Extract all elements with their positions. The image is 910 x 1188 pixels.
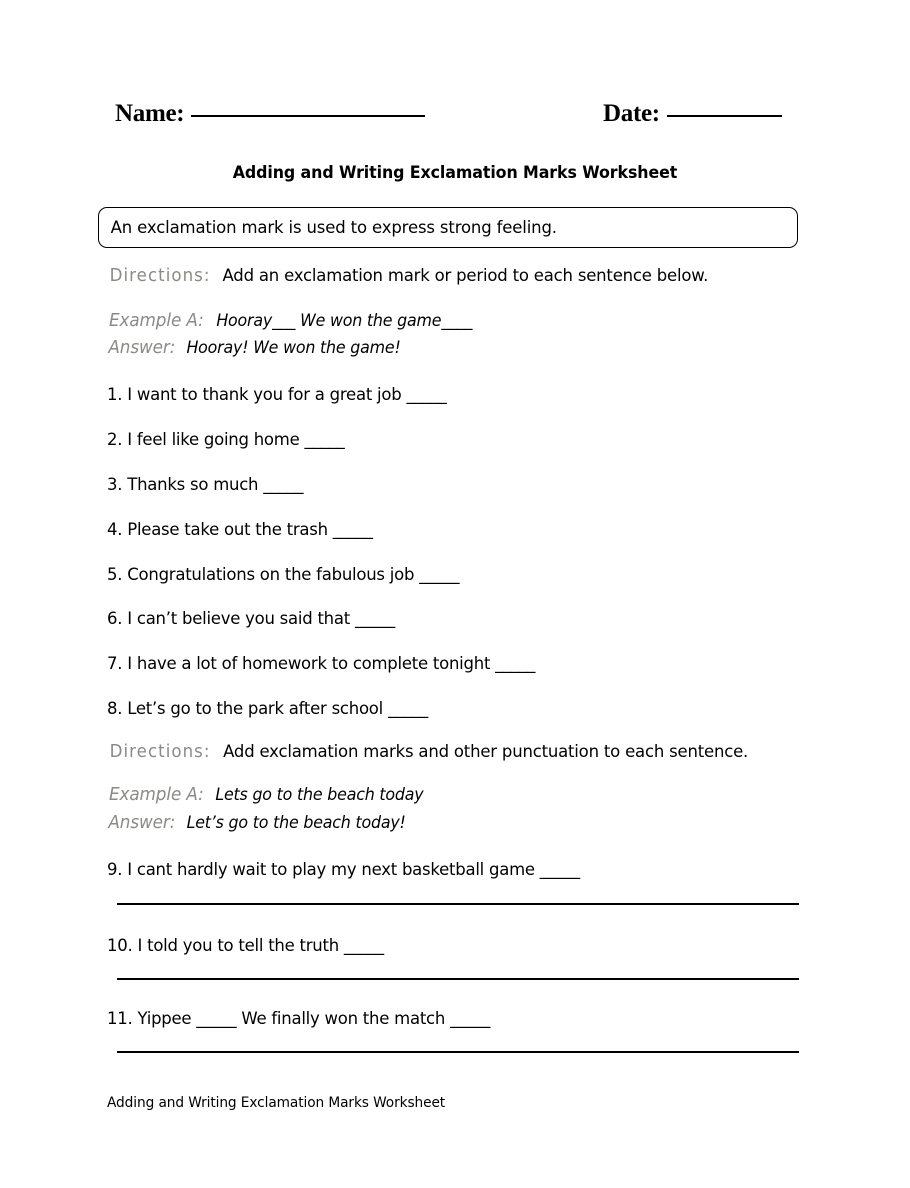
- example-text-1: Hooray___ We won the game____: [216, 311, 472, 330]
- answer-text-1: Hooray! We won the game!: [186, 338, 401, 357]
- page-title: Adding and Writing Exclamation Marks Worksheet: [232, 163, 678, 182]
- question-item[interactable]: 1. I want to thank you for a great job _____: [107, 385, 447, 405]
- name-field-block: [115, 100, 425, 128]
- question-item[interactable]: 6. I can’t believe you said that _____: [107, 609, 395, 629]
- example-row-1: [107, 311, 477, 331]
- question-item[interactable]: 4. Please take out the trash _____: [107, 520, 373, 540]
- footer-text: Adding and Writing Exclamation Marks Worksheet: [107, 1095, 446, 1111]
- question-item[interactable]: 8. Let’s go to the park after school _____: [107, 699, 429, 719]
- answer-label-1: Answer:: [108, 338, 176, 358]
- example-row-2: [107, 785, 428, 805]
- question-item[interactable]: 3. Thanks so much _____: [107, 475, 304, 495]
- directions-label-1: Directions:: [109, 266, 211, 286]
- example-label-1: Example A:: [108, 311, 204, 331]
- answer-write-in-line[interactable]: [117, 1051, 799, 1053]
- answer-text-2: Let’s go to the beach today!: [186, 813, 406, 832]
- question-item[interactable]: 2. I feel like going home _____: [107, 430, 345, 450]
- question-item[interactable]: 10. I told you to tell the truth _____: [107, 936, 384, 956]
- directions-label-2: Directions:: [109, 742, 211, 762]
- question-item[interactable]: 7. I have a lot of homework to complete tonight _____: [107, 654, 536, 674]
- header-row: [0, 100, 910, 140]
- example-text-2: Lets go to the beach today: [215, 785, 424, 804]
- answer-row-2: [107, 813, 410, 833]
- definition-text: An exclamation mark is used to express strong feeling.: [110, 217, 557, 238]
- question-item[interactable]: 11. Yippee _____ We finally won the match _____: [107, 1009, 491, 1029]
- date-label: Date:: [603, 100, 660, 127]
- answer-label-2: Answer:: [108, 813, 176, 833]
- answer-row-1: [107, 338, 405, 358]
- question-item[interactable]: 5. Congratulations on the fabulous job _____: [107, 565, 460, 585]
- directions-row-2: [107, 742, 756, 762]
- example-label-2: Example A:: [108, 785, 204, 805]
- answer-write-in-line[interactable]: [117, 903, 799, 905]
- name-label: Name:: [115, 100, 185, 127]
- date-field-block: [603, 100, 782, 128]
- name-write-in-blank[interactable]: [191, 115, 425, 117]
- definition-box: [98, 207, 798, 248]
- directions-row-1: [107, 266, 716, 286]
- directions-text-2: Add exclamation marks and other punctuation to each sentence.: [223, 742, 749, 762]
- question-item[interactable]: 9. I cant hardly wait to play my next basketball game _____: [107, 860, 580, 880]
- directions-text-1: Add an exclamation mark or period to each sentence below.: [222, 266, 709, 286]
- answer-write-in-line[interactable]: [117, 978, 799, 980]
- date-write-in-blank[interactable]: [667, 115, 782, 117]
